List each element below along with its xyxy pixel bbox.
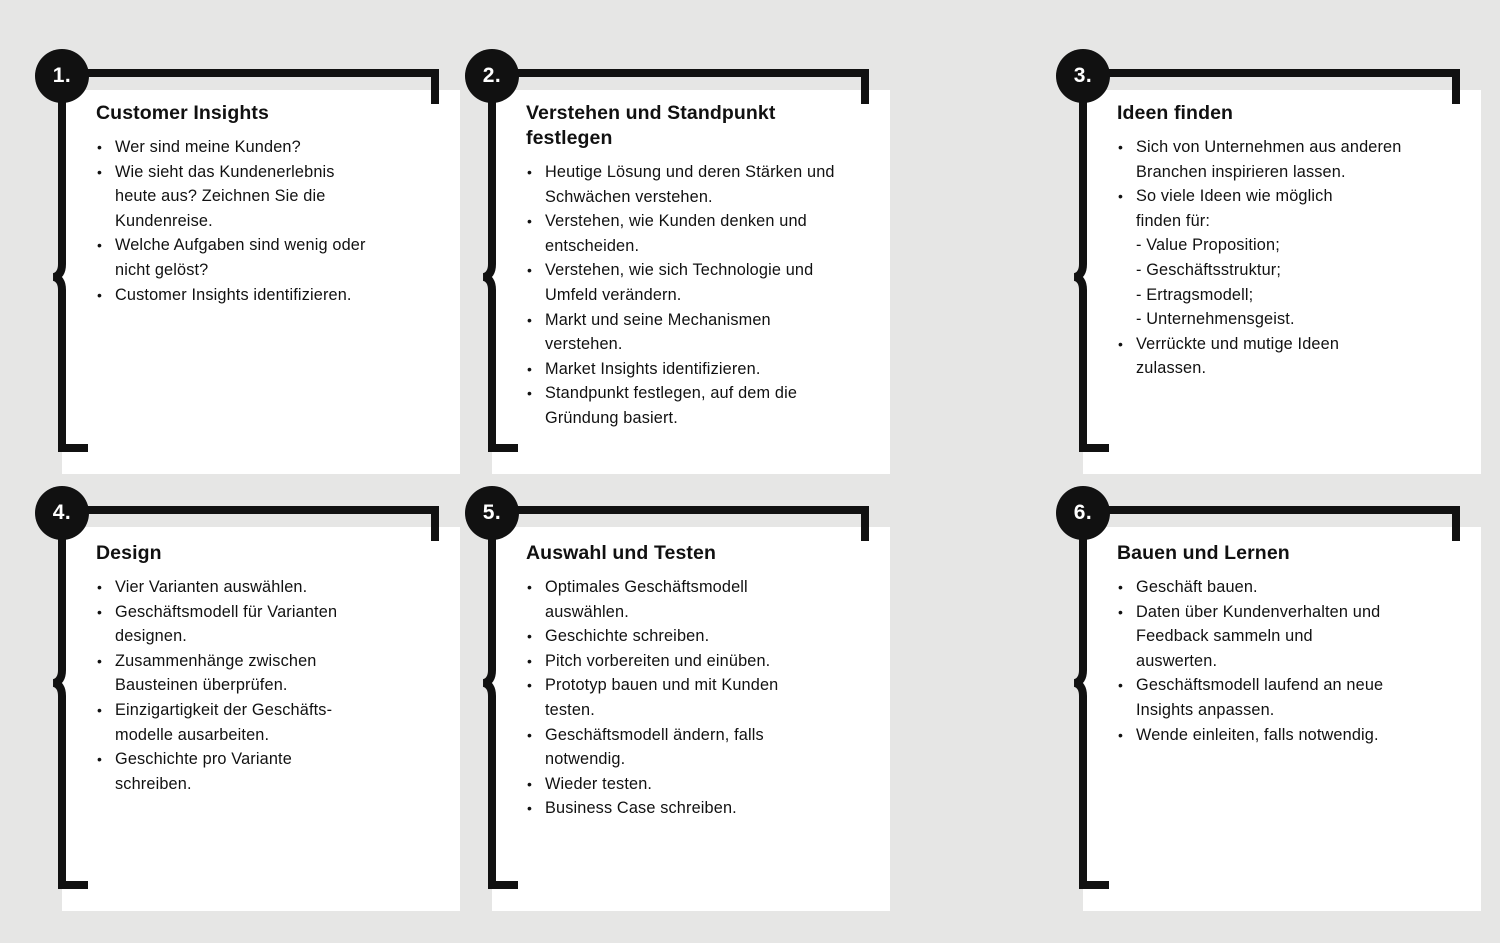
list-subitem: - Ertragsmodell;	[1136, 285, 1254, 304]
list-item: • Market Insights identifizieren.	[526, 357, 871, 382]
card-list	[1117, 575, 1462, 747]
list-item: • Einzigartigkeit der Geschäfts-modelle ausarbeiten.	[96, 698, 380, 747]
card-list	[96, 135, 441, 307]
step-card-4	[52, 501, 460, 911]
list-item: • Business Case schreiben.	[526, 796, 871, 821]
list-item: • Heutige Lösung und deren Stärken und Schwächen verstehen.	[526, 160, 845, 209]
list-item: • Verstehen, wie Kunden denken und entscheiden.	[526, 209, 820, 258]
list-item: • Wie sieht das Kundenerlebnis heute aus? Zeichnen Sie die Kundenreise.	[96, 160, 370, 234]
list-item: • Geschichte schreiben.	[526, 624, 871, 649]
card-title: Verstehen und Standpunkt festlegen	[526, 102, 776, 149]
step-number-badge: 5.	[465, 486, 519, 540]
step-number-badge: 2.	[465, 49, 519, 103]
step-number-badge: 4.	[35, 486, 89, 540]
card-title: Design	[96, 542, 162, 564]
step-number-badge: 3.	[1056, 49, 1110, 103]
step-number-badge: 1.	[35, 49, 89, 103]
list-item: • Verrückte und mutige Ideen zulassen.	[1117, 332, 1386, 381]
list-item: • Optimales Geschäftsmodell auswählen.	[526, 575, 790, 624]
list-item: • Wieder testen.	[526, 772, 871, 797]
list-item: • Standpunkt festlegen, auf dem die Gründung basiert.	[526, 381, 845, 430]
step-card-5	[482, 501, 890, 911]
list-item: • Vier Varianten auswählen.	[96, 575, 441, 600]
card-content	[1117, 101, 1462, 381]
list-item: • Geschäftsmodell für Varianten designen.	[96, 600, 380, 649]
card-title: Ideen finden	[1117, 102, 1234, 124]
step-card-6	[1073, 501, 1481, 911]
card-content	[1117, 541, 1462, 747]
card-title: Auswahl und Testen	[526, 542, 716, 564]
step-number-badge: 6.	[1056, 486, 1110, 540]
list-item: • Sich von Unternehmen aus anderen Branchen inspirieren lassen.	[1117, 135, 1456, 184]
list-item: • Prototyp bauen und mit Kunden testen.	[526, 673, 825, 722]
card-title: Customer Insights	[96, 102, 269, 124]
card-content	[526, 101, 871, 431]
card-list	[526, 575, 871, 821]
list-item: • Wer sind meine Kunden?	[96, 135, 441, 160]
card-content	[96, 541, 441, 796]
card-list	[526, 160, 871, 431]
step-card-1	[52, 64, 460, 474]
card-content	[96, 101, 441, 307]
list-item: • Wende einleiten, falls notwendig.	[1117, 723, 1462, 748]
list-item: • Daten über Kundenverhalten und Feedback sammeln und auswerten.	[1117, 600, 1391, 674]
list-item: • Geschäftsmodell ändern, falls notwendig.	[526, 723, 770, 772]
card-content	[526, 541, 871, 821]
card-list	[1117, 135, 1462, 381]
list-item: • Zusammenhänge zwischen Bausteinen überprüfen.	[96, 649, 360, 698]
list-item: • Markt und seine Mechanismen verstehen.	[526, 308, 815, 357]
list-item: • Pitch vorbereiten und einüben.	[526, 649, 871, 674]
list-subitem: - Geschäftsstruktur;	[1136, 260, 1282, 279]
step-card-2	[482, 64, 890, 474]
list-item: • Geschäft bauen.	[1117, 575, 1462, 600]
step-card-3	[1073, 64, 1481, 474]
list-subitem: - Value Proposition;	[1136, 236, 1280, 255]
card-list	[96, 575, 441, 796]
list-item: • So viele Ideen wie möglich finden für:	[1117, 184, 1376, 233]
list-item: • Geschichte pro Variante schreiben.	[96, 747, 335, 796]
list-item: • Verstehen, wie sich Technologie und Umfeld verändern.	[526, 258, 830, 307]
list-item: • Welche Aufgaben sind wenig oder nicht gelöst?	[96, 233, 370, 282]
list-item: • Customer Insights identifizieren.	[96, 283, 441, 308]
list-item: • Geschäftsmodell laufend an neue Insights anpassen.	[1117, 673, 1386, 722]
card-title: Bauen und Lernen	[1117, 542, 1290, 564]
list-subitem: - Unternehmensgeist.	[1136, 310, 1295, 329]
